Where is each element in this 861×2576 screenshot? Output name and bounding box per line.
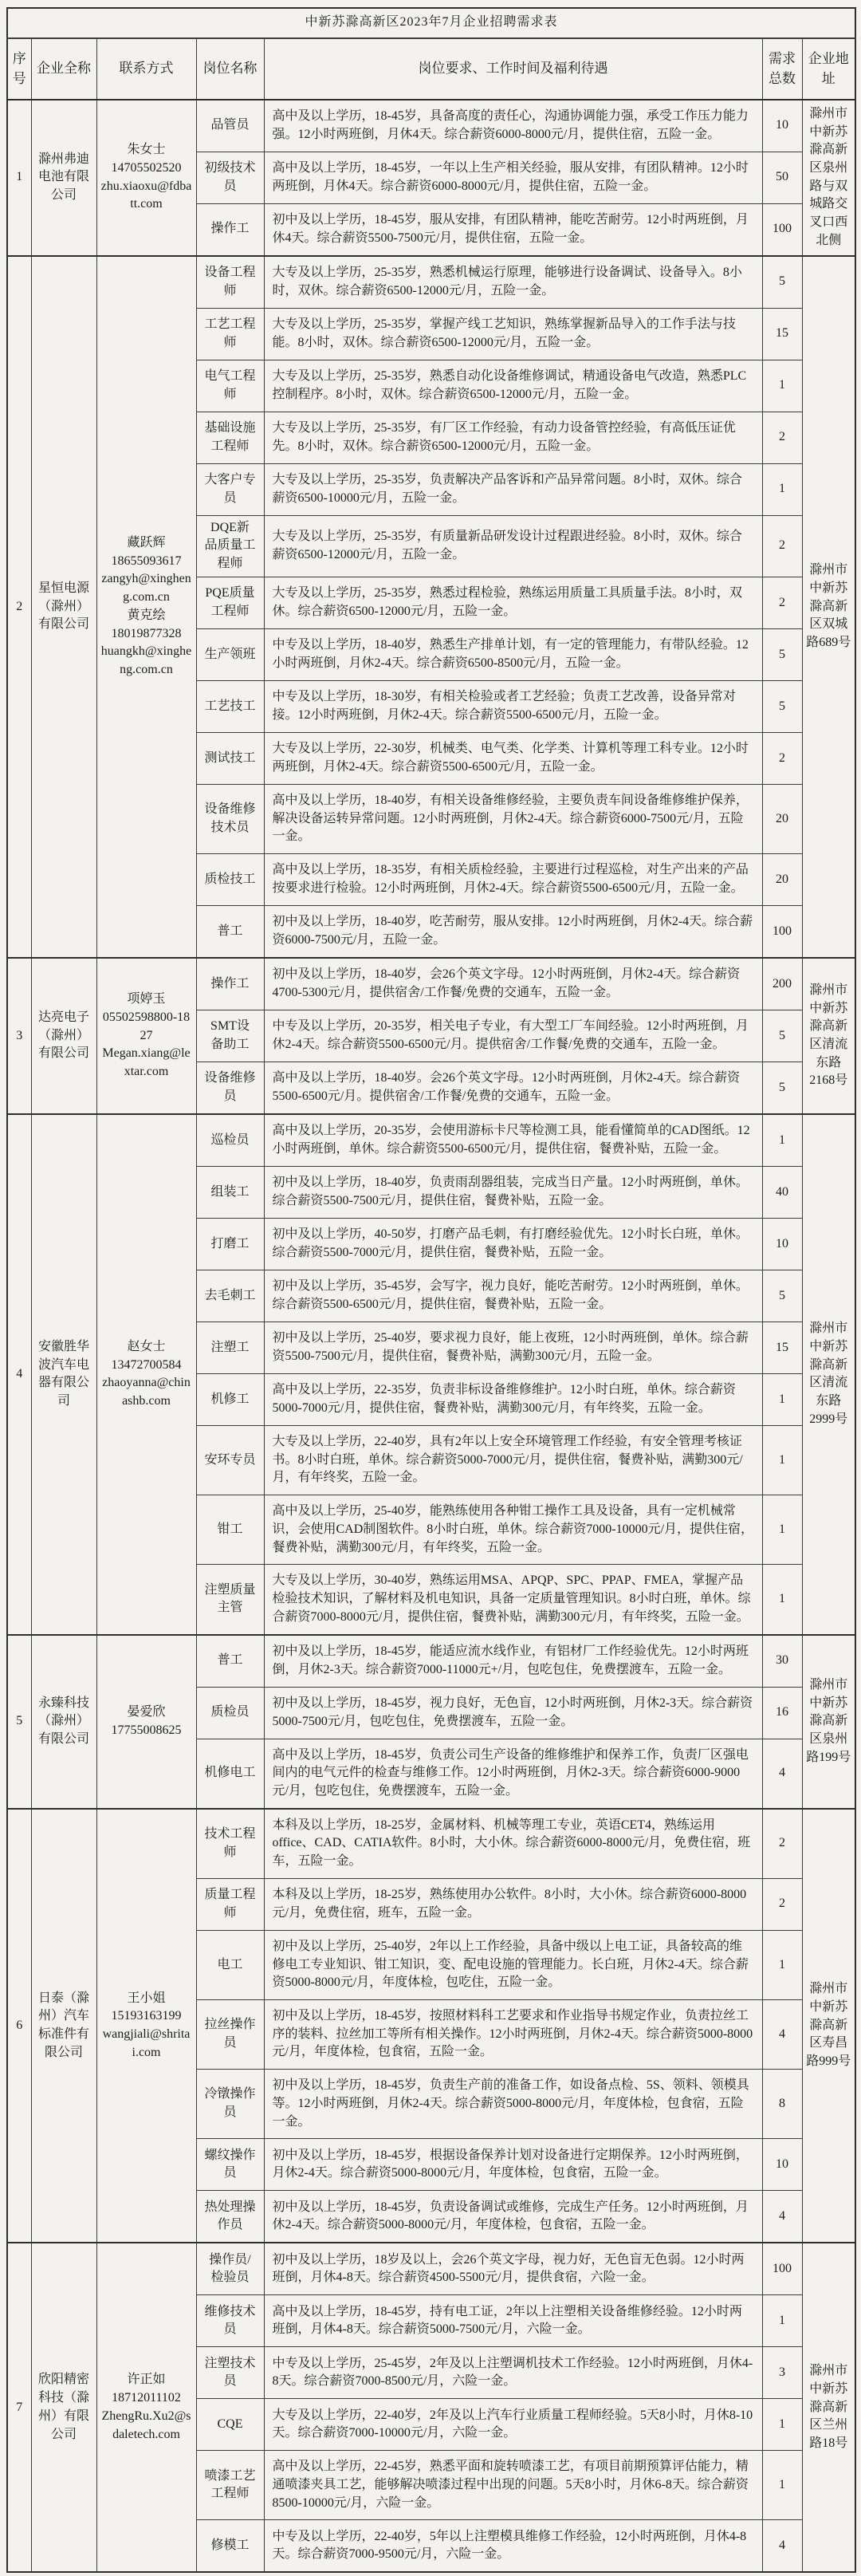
position-count: 20 <box>762 854 802 906</box>
position-requirements: 高中及以上学历，18-45岁，负责公司生产设备的维修维护和保养工作，负责厂区强电间内的电气元件的检查与维修工作。12小时两班倒，月休2-3天。综合薪资6000-9000元/月，包吃包住，免费摆渡车，五险一金。 <box>264 1739 762 1809</box>
position-requirements: 大专及以上学历，25-35岁，有厂区工作经验，有动力设备管控经验，有高低压证优先。8小时，双休。综合薪资6500-12000元/月，五险一金。 <box>264 412 762 463</box>
position-title: PQE质量工程师 <box>196 577 264 628</box>
company-name: 欣阳精密科技（滁州）有限公司 <box>31 2243 96 2572</box>
contact-line: zhaoyanna@chinashb.com <box>102 1376 191 1408</box>
position-requirements: 初中及以上学历，18岁及以上，会26个英文字母，视力好，无色盲无色弱。12小时两班倒，月休4-8天。综合薪资4500-5500元/月，提供食宿，六险一金。 <box>264 2243 762 2295</box>
contact-line: zangyh@xingheng.com.cn <box>101 572 191 605</box>
position-requirements: 中专及以上学历，18-30岁，有相关检验或者工艺经验；负责工艺改善，设备异常对接。12小时两班倒，月休2-4天。综合薪资5500-6500元/月，五险一金。 <box>264 680 762 732</box>
position-title: DQE新品质量工程师 <box>196 515 264 577</box>
company-contact <box>96 1114 196 1634</box>
column-header-contact: 联系方式 <box>96 38 196 100</box>
contact-line: 14705502520 <box>111 161 182 175</box>
position-requirements: 初中及以上学历，25-40岁，要求视力良好，能上夜班，12小时两班倒，单休。综合薪资5500-7500元/月，提供住宿，餐费补贴，满勤300元/月，五险一金。 <box>264 1322 762 1374</box>
position-requirements: 初中及以上学历，18-45岁，视力良好，无色盲，12小时两班倒，月休2-3天。综合薪资5000-7500元/月，包吃包住，免费摆渡车，五险一金。 <box>264 1687 762 1739</box>
position-title: 工艺技工 <box>196 680 264 732</box>
page-title: 中新苏滁高新区2023年7月企业招聘需求表 <box>7 8 855 38</box>
position-row <box>7 256 855 309</box>
position-title: 打磨工 <box>196 1219 264 1270</box>
position-title: 操作工 <box>196 203 264 256</box>
company-name: 滁州弗迪电池有限公司 <box>31 100 96 256</box>
contact-line: 05502598800-1827 <box>102 1010 191 1042</box>
position-count: 5 <box>762 628 802 680</box>
position-title: CQE <box>196 2399 264 2451</box>
position-count: 4 <box>762 2191 802 2243</box>
column-header-no: 序号 <box>7 38 31 100</box>
position-requirements: 大专及以上学历，22-40岁，具有2年以上安全环境管理工作经验，有安全管理考核证书。8小时白班，单休。综合薪资5000-7000元/月，提供住宿，餐费补贴，满勤300元/月，有年终奖，五险一金。 <box>264 1426 762 1495</box>
position-count: 1 <box>762 463 802 515</box>
title-row <box>7 8 855 38</box>
position-title: SMT设备助工 <box>196 1010 264 1062</box>
company-no: 6 <box>7 1809 31 2243</box>
position-title: 初级技术员 <box>196 152 264 203</box>
company-contact <box>96 1809 196 2243</box>
position-title: 设备工程师 <box>196 256 264 309</box>
position-requirements: 高中及以上学历，18-40岁，有相关设备维修经验，主要负责车间设备维修维护保养，解决设备运转异常问题。12小时两班倒，月休2-4天。综合薪资6000-7500元/月，五险一金。 <box>264 784 762 853</box>
table-head <box>7 8 855 100</box>
position-requirements: 初中及以上学历，18-40岁，会26个英文字母。12小时两班倒，月休2-4天。综合薪资4700-5300元/月，提供宿舍/工作餐/免费的交通车，五险一金。 <box>264 958 762 1010</box>
position-requirements: 中专及以上学历，20-35岁，相关电子专业，有大型工厂车间经验。12小时两班倒，月休2-4天。综合薪资5500-6500元/月。提供宿舍/工作餐/免费的交通车，五险一金。 <box>264 1010 762 1062</box>
position-count: 3 <box>762 2347 802 2399</box>
company-no: 7 <box>7 2243 31 2572</box>
position-row <box>7 100 855 152</box>
position-title: 品管员 <box>196 100 264 152</box>
position-requirements: 初中及以上学历，40-50岁，打磨产品毛刺，有打磨经验优先。12小时长白班，单休。综合薪资5500-7000元/月，提供住宿，餐费补贴，五险一金。 <box>264 1219 762 1270</box>
position-requirements: 大专及以上学历，25-35岁，负责解决产品客诉和产品异常问题。8小时，双休。综合薪资6500-10000元/月，五险一金。 <box>264 463 762 515</box>
company-contact <box>96 2243 196 2572</box>
position-count: 100 <box>762 203 802 256</box>
column-header-position: 岗位名称 <box>196 38 264 100</box>
position-requirements: 高中及以上学历，18-35岁，有相关质检经验，主要进行过程巡检，对生产出来的产品按要求进行检验。12小时两班倒，月休2-4天。综合薪资5500-6500元/月，五险一金。 <box>264 854 762 906</box>
position-requirements: 初中及以上学历，18-45岁，按照材料科工艺要求和作业指导书规定作业，负责拉丝工序的装料、拉丝加工等所有相关操作。12小时两班倒，月休2-4天。综合薪资5000-8000元/月，年度体检，包食宿，五险一金。 <box>264 1999 762 2069</box>
contact-line: 王小姐 <box>127 1991 166 2005</box>
position-requirements: 高中及以上学历，22-45岁，熟悉平面和旋转喷漆工艺，有项目前期预算评估能力，精通喷漆夹具工艺，能够解决喷漆过程中出现的问题。5天8小时，月休6-8天。综合薪资8500-10000元/月，六险一金。 <box>264 2451 762 2520</box>
contact-line: ZhengRu.Xu2@sdaletech.com <box>101 2409 191 2441</box>
position-requirements: 本科及以上学历，18-25岁，熟练使用办公软件。8小时，大小休。综合薪资6000-8000元/月，免费住宿，班车，五险一金。 <box>264 1878 762 1930</box>
contact-line: 朱女士 <box>127 143 166 157</box>
position-requirements: 高中及以上学历，22-35岁，负责非标设备维修维护。12小时白班，单休。综合薪资5000-7000元/月，提供住宿，餐费补贴，满勤300元/月，有年终奖，五险一金。 <box>264 1374 762 1426</box>
position-count: 1 <box>762 1114 802 1167</box>
position-count: 10 <box>762 100 802 152</box>
position-count: 1 <box>762 360 802 412</box>
contact-line: 赵女士 <box>127 1339 166 1353</box>
position-count: 100 <box>762 2243 802 2295</box>
position-title: 巡检员 <box>196 1114 264 1167</box>
company-address: 滁州市中新苏滁高新区泉州路199号 <box>802 1635 855 1809</box>
position-title: 设备维修员 <box>196 1062 264 1115</box>
position-requirements: 初中及以上学历，35-45岁，会写字，视力良好，能吃苦耐劳。12小时两班倒，单休。综合薪资5500-6500元/月，提供住宿，餐费补贴，五险一金。 <box>264 1270 762 1322</box>
position-requirements: 初中及以上学历，18-45岁，负责生产前的准备工作，如设备点检、5S、领料、领模具等。12小时两班倒，月休2-4天。综合薪资5000-8000元/月，年度体检，包食宿，五险一金。 <box>264 2070 762 2139</box>
position-requirements: 大专及以上学历，22-30岁，机械类、电气类、化学类、计算机等理工科专业。12小时两班倒，月休2-4天。综合薪资5500-6500元/月，五险一金。 <box>264 732 762 784</box>
company-address: 滁州市中新苏滁高新区泉州路与双城路交叉口西北侧 <box>802 100 855 256</box>
position-row <box>7 2243 855 2295</box>
position-title: 技术工程师 <box>196 1809 264 1879</box>
company-no: 5 <box>7 1635 31 1809</box>
header-row <box>7 38 855 100</box>
position-count: 15 <box>762 308 802 360</box>
position-requirements: 大专及以上学历，25-35岁，熟悉自动化设备维修调试，精通设备电气改造，熟悉PLC控制程序。8小时，双休。综合薪资6500-12000元/月，五险一金。 <box>264 360 762 412</box>
position-title: 普工 <box>196 1635 264 1688</box>
position-row <box>7 1809 855 1879</box>
position-count: 4 <box>762 2520 802 2573</box>
position-title: 注塑质量主管 <box>196 1565 264 1635</box>
position-count: 15 <box>762 1322 802 1374</box>
position-requirements: 初中及以上学历，18-45岁，负责设备调试或维修，完成生产任务。12小时两班倒，月休2-4天。综合薪资5000-8000元/月，年度体检，包食宿，五险一金。 <box>264 2191 762 2243</box>
position-title: 组装工 <box>196 1167 264 1219</box>
position-title: 电工 <box>196 1930 264 1999</box>
position-requirements: 中专及以上学历，22-40岁，5年以上注塑模具维修工作经验，12小时两班倒，月休4-8天。综合薪资7000-9500元/月，六险一金。 <box>264 2520 762 2573</box>
position-count: 20 <box>762 784 802 853</box>
position-title: 大客户专员 <box>196 463 264 515</box>
column-header-requirements: 岗位要求、工作时间及福利待遇 <box>264 38 762 100</box>
position-title: 工艺工程师 <box>196 308 264 360</box>
position-requirements: 大专及以上学历，22-40岁，2年及以上汽车行业质量工程师经验。5天8小时，月休8-10天。综合薪资7000-10000元/月，六险一金。 <box>264 2399 762 2451</box>
position-count: 4 <box>762 1999 802 2069</box>
column-header-company: 企业全称 <box>31 38 96 100</box>
position-count: 50 <box>762 152 802 203</box>
position-title: 质检员 <box>196 1687 264 1739</box>
contact-line: 18712011102 <box>112 2391 181 2405</box>
position-count: 1 <box>762 2451 802 2520</box>
company-name: 永臻科技（滁州）有限公司 <box>31 1635 96 1809</box>
company-contact <box>96 958 196 1114</box>
position-requirements: 初中及以上学历，18-40岁，吃苦耐劳，服从安排。12小时两班倒，月休2-4天。综合薪资6000-7500元/月，五险一金。 <box>264 906 762 959</box>
position-requirements: 中专及以上学历，18-40岁，熟悉生产排单计划，有一定的管理能力，有带队经验。12小时两班倒，月休2-4天。综合薪资6500-8500元/月，五险一金。 <box>264 628 762 680</box>
company-no: 2 <box>7 256 31 958</box>
position-count: 10 <box>762 1219 802 1270</box>
position-requirements: 高中及以上学历，20-35岁，会使用游标卡尺等检测工具，能看懂简单的CAD图纸。12小时两班倒，单休。综合薪资5500-6500元/月，提供住宿，餐费补贴，五险一金。 <box>264 1114 762 1167</box>
company-name: 星恒电源（滁州）有限公司 <box>31 256 96 958</box>
position-count: 10 <box>762 2139 802 2191</box>
position-count: 200 <box>762 958 802 1010</box>
position-requirements: 初中及以上学历，25-40岁，2年以上工作经验，具备中级以上电工证，具备较高的维修电工专业知识、钳工知识，变、配电设施的管理能力。长白班，月休2-4天。综合薪资5000-8000元/月，年度体检，包吃住，五险一金。 <box>264 1930 762 1999</box>
position-count: 2 <box>762 1878 802 1930</box>
position-title: 钳工 <box>196 1495 264 1565</box>
contact-line: 15193163199 <box>111 2009 182 2023</box>
position-title: 冷镦操作员 <box>196 2070 264 2139</box>
position-requirements: 本科及以上学历，18-25岁，金属材料、机械等理工专业，英语CET4，熟练运用office、CAD、CATIA软件。8小时，大小休。综合薪资6000-8000元/月，免费住宿，班车，五险一金。 <box>264 1809 762 1879</box>
position-requirements: 初中及以上学历，18-40岁，负责雨刮器组装，完成当日产量。12小时两班倒，单休。综合薪资5500-7500元/月，提供住宿，餐费补贴，五险一金。 <box>264 1167 762 1219</box>
position-requirements: 大专及以上学历，30-40岁，熟练运用MSA、APQP、SPC、PPAP、FMEA，掌握产品检验技术知识，了解材料及机电知识，具备一定质量管理知识。8小时白班，单休。综合薪资7000-8000元/月，提供住宿，餐费补贴，满勤300元/月，有年终奖，五险一金。 <box>264 1565 762 1635</box>
position-title: 质量工程师 <box>196 1878 264 1930</box>
position-title: 修模工 <box>196 2520 264 2573</box>
company-address: 滁州市中新苏滁高新区寿昌路999号 <box>802 1809 855 2243</box>
position-count: 1 <box>762 1374 802 1426</box>
position-title: 生产领班 <box>196 628 264 680</box>
position-title: 注塑工 <box>196 1322 264 1374</box>
position-title: 基础设施工程师 <box>196 412 264 463</box>
position-title: 质检技工 <box>196 854 264 906</box>
position-count: 16 <box>762 1687 802 1739</box>
position-title: 去毛刺工 <box>196 1270 264 1322</box>
position-count: 2 <box>762 1809 802 1879</box>
position-count: 5 <box>762 680 802 732</box>
position-requirements: 大专及以上学历，25-35岁，熟悉过程检验，熟练运用质量工具质量手法。8小时，双休。综合薪资6500-12000元/月，五险一金。 <box>264 577 762 628</box>
position-row <box>7 1635 855 1688</box>
position-row <box>7 1114 855 1167</box>
position-count: 2 <box>762 412 802 463</box>
position-title: 机修工 <box>196 1374 264 1426</box>
position-title: 注塑技术员 <box>196 2347 264 2399</box>
contact-line: 18655093617 <box>111 553 182 568</box>
company-contact <box>96 100 196 256</box>
company-contact <box>96 1635 196 1809</box>
position-requirements: 高中及以上学历，18-45岁，一年以上生产相关经验，服从安排，有团队精神。12小时两班倒，月休4天。综合薪资6000-8000元/月，提供住宿，五险一金。 <box>264 152 762 203</box>
position-requirements: 高中及以上学历，18-40岁。会26个英文字母。12小时两班倒，月休2-4天。综合薪资5500-6500元/月。提供宿舍/工作餐/免费的交通车，五险一金。 <box>264 1062 762 1115</box>
column-header-address: 企业地址 <box>802 38 855 100</box>
company-name: 达亮电子（滁州）有限公司 <box>31 958 96 1114</box>
position-title: 设备维修技术员 <box>196 784 264 853</box>
company-contact <box>96 256 196 958</box>
position-row <box>7 958 855 1010</box>
position-count: 1 <box>762 2295 802 2347</box>
contact-line: zhu.xiaoxu@fdbatt.com <box>100 179 192 211</box>
position-title: 机修电工 <box>196 1739 264 1809</box>
position-count: 8 <box>762 2070 802 2139</box>
position-count: 5 <box>762 1270 802 1322</box>
position-title: 维修技术员 <box>196 2295 264 2347</box>
position-count: 5 <box>762 1062 802 1115</box>
position-count: 2 <box>762 732 802 784</box>
position-count: 1 <box>762 1495 802 1565</box>
company-name: 安徽胜华波汽车电器有限公司 <box>31 1114 96 1634</box>
position-title: 电气工程师 <box>196 360 264 412</box>
position-count: 40 <box>762 1167 802 1219</box>
position-requirements: 高中及以上学历，18-45岁，具备高度的责任心，沟通协调能力强，承受工作压力能力强。12小时两班倒，月休4天。综合薪资6000-8000元/月，提供住宿，五险一金。 <box>264 100 762 152</box>
contact-line: 许正如 <box>127 2373 166 2387</box>
position-requirements: 初中及以上学历，18-45岁，服从安排，有团队精神，能吃苦耐劳。12小时两班倒，月休4天。综合薪资5500-7500元/月，提供住宿，五险一金。 <box>264 203 762 256</box>
position-title: 热处理操作员 <box>196 2191 264 2243</box>
company-address: 滁州市中新苏滁高新区清流东路2168号 <box>802 958 855 1114</box>
position-requirements: 初中及以上学历，18-45岁，根据设备保养计划对设备进行定期保养。12小时两班倒，月休2-4天。综合薪资5000-8000元/月，年度体检，包食宿，五险一金。 <box>264 2139 762 2191</box>
position-requirements: 高中及以上学历，25-40岁，能熟练使用各种钳工操作工具及设备，具有一定机械常识，会使用CAD制图软件。8小时白班，单休。综合薪资7000-10000元/月，提供住宿，餐费补贴，满勤300元/月，有年终奖，五险一金。 <box>264 1495 762 1565</box>
position-requirements: 初中及以上学历，18-45岁，能适应流水线作业，有铝材厂工作经验优先。12小时两班倒，月休2-3天。综合薪资7000-11000元+/月，包吃包住，免费摆渡车，五险一金。 <box>264 1635 762 1688</box>
position-count: 2 <box>762 515 802 577</box>
contact-line: 黄克绘 <box>127 608 166 622</box>
position-title: 螺纹操作员 <box>196 2139 264 2191</box>
position-count: 30 <box>762 1635 802 1688</box>
position-requirements: 中专及以上学历，25-45岁，2年及以上注塑调机技术工作经验。12小时两班倒，月休4-8天。综合薪资7000-8500元/月，六险一金。 <box>264 2347 762 2399</box>
position-requirements: 大专及以上学历，25-35岁，有质量新品研发设计过程跟进经验。8小时，双休。综合薪资6500-12000元/月，五险一金。 <box>264 515 762 577</box>
position-count: 1 <box>762 1426 802 1495</box>
company-name: 日泰（滁州）汽车标准件有限公司 <box>31 1809 96 2243</box>
company-no: 3 <box>7 958 31 1114</box>
position-title: 喷漆工艺工程师 <box>196 2451 264 2520</box>
column-header-count: 需求总数 <box>762 38 802 100</box>
position-title: 操作员/检验员 <box>196 2243 264 2295</box>
table-body <box>7 100 855 2573</box>
position-requirements: 高中及以上学历，18-45岁，持有电工证，2年以上注塑相关设备维修经验。12小时两班倒，月休4-8天。综合薪资5000-7500元/月，六险一金。 <box>264 2295 762 2347</box>
position-requirements: 大专及以上学历，25-35岁，掌握产线工艺知识，熟练掌握新品导入的工作手法与技能。8小时，双休。综合薪资6500-12000元/月，五险一金。 <box>264 308 762 360</box>
position-count: 1 <box>762 1565 802 1635</box>
company-address: 滁州市中新苏滁高新区兰州路18号 <box>802 2243 855 2572</box>
position-title: 拉丝操作员 <box>196 1999 264 2069</box>
contact-line: 晏爱欣 <box>127 1704 166 1719</box>
recruitment-table <box>6 7 856 2573</box>
position-requirements: 大专及以上学历，25-35岁，熟悉机械运行原理，能够进行设备调试、设备导入。8小时，双休。综合薪资6500-12000元/月，五险一金。 <box>264 256 762 309</box>
contact-line: huangkh@xingheng.com.cn <box>100 644 192 677</box>
contact-line: 18019877328 <box>111 626 182 640</box>
position-count: 1 <box>762 2399 802 2451</box>
contact-line: 13472700584 <box>111 1357 182 1372</box>
position-title: 操作工 <box>196 958 264 1010</box>
company-address: 滁州市中新苏滁高新区清流东路2999号 <box>802 1114 855 1634</box>
position-title: 普工 <box>196 906 264 959</box>
document-sheet <box>6 0 855 2576</box>
contact-line: 项婷玉 <box>127 992 166 1006</box>
company-no: 4 <box>7 1114 31 1634</box>
contact-line: 藏跃辉 <box>127 536 166 549</box>
position-title: 安环专员 <box>196 1426 264 1495</box>
contact-line: wangjiali@shritai.com <box>102 2027 191 2059</box>
company-address: 滁州市中新苏滁高新区双城路689号 <box>802 256 855 958</box>
position-count: 2 <box>762 577 802 628</box>
position-count: 1 <box>762 1930 802 1999</box>
position-title: 测试技工 <box>196 732 264 784</box>
position-count: 5 <box>762 256 802 309</box>
contact-line: 17755008625 <box>111 1723 182 1737</box>
position-count: 100 <box>762 906 802 959</box>
position-count: 4 <box>762 1739 802 1809</box>
contact-line: Megan.xiang@lextar.com <box>102 1046 191 1079</box>
company-no: 1 <box>7 100 31 256</box>
position-count: 5 <box>762 1010 802 1062</box>
